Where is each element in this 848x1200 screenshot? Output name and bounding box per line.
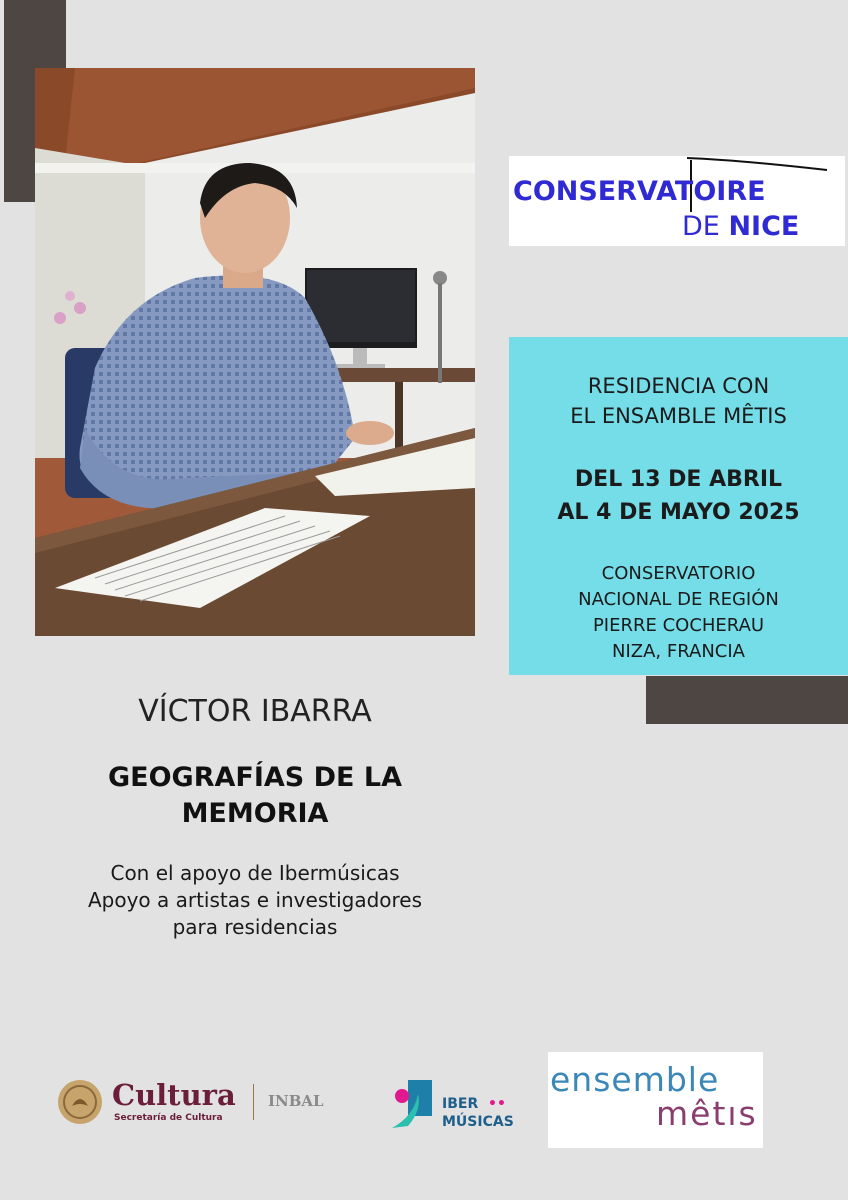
ibermusicas-mark-icon	[388, 1076, 438, 1132]
logo-divider	[253, 1084, 254, 1120]
musicas-wordmark: MÚSICAS	[442, 1114, 514, 1130]
cultura-wordmark: Cultura	[112, 1078, 236, 1112]
metis-wordmark: mêtıs	[656, 1094, 758, 1133]
decorative-bar-right	[646, 676, 848, 724]
conservatoire-de-nice-logo	[509, 156, 845, 246]
ensemble-metis-logo	[548, 1052, 763, 1148]
mexico-seal-icon	[56, 1078, 104, 1126]
artist-photo	[35, 68, 475, 636]
artist-photo-illustration	[35, 68, 475, 636]
cultura-subtitle: Secretaría de Cultura	[114, 1113, 223, 1123]
conservatoire-logo-line1: CONSERVATOIRE	[513, 176, 766, 207]
residency-info-box	[509, 337, 848, 675]
iber-wordmark: IBER	[442, 1096, 479, 1112]
residency-heading: RESIDENCIA CON EL ENSAMBLE MÊTIS	[570, 374, 787, 428]
ensemble-wordmark: ensemble	[550, 1060, 720, 1099]
secretaria-de-cultura-logo	[56, 1070, 356, 1130]
conservatoire-logo-line2: DE NICE	[682, 211, 800, 242]
artist-name: VÍCTOR IBARRA	[138, 694, 372, 729]
inbal-wordmark: INBAL	[268, 1092, 324, 1110]
support-text: Con el apoyo de Ibermúsicas Apoyo a artistas e investigadores para residencias	[87, 861, 423, 939]
iber-dots: ••	[488, 1096, 506, 1112]
residency-dates: DEL 13 DE ABRIL AL 4 DE MAYO 2025	[557, 467, 800, 525]
residency-location: CONSERVATORIO NACIONAL DE REGIÓN PIERRE COCHERAU NIZA, FRANCIA	[578, 563, 779, 662]
work-title: GEOGRAFÍAS DE LA MEMORIA	[108, 762, 402, 829]
ibermusicas-logo	[388, 1074, 528, 1134]
